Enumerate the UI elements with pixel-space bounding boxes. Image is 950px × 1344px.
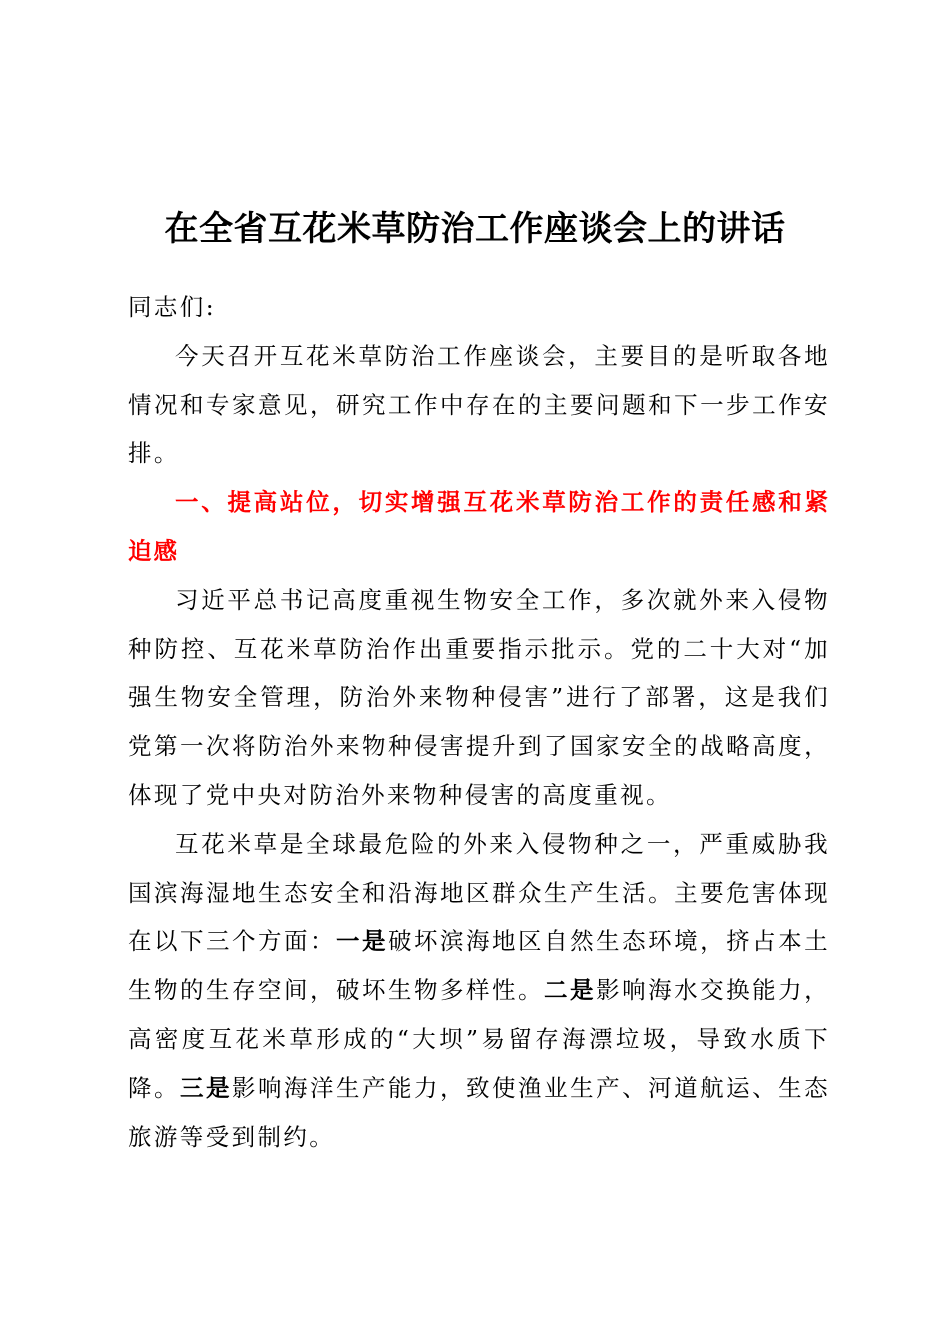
document-title: 在全省互花米草防治工作座谈会上的讲话 [164, 209, 786, 249]
point-2-label: 二是 [544, 976, 597, 1005]
point-1-label: 一是 [336, 927, 389, 956]
point-2-text: 影响海水交换能力，高密度互花米草形成的“大坝”易留存海漂垃圾，导致水质下降。 [128, 976, 830, 1102]
point-3-label: 三是 [180, 1073, 233, 1102]
point-1-text: 破坏滨海地区自然生态环境，挤占本土生物的生存空间，破坏生物多样性。 [128, 927, 830, 1005]
paragraph-3 [128, 820, 830, 1162]
section-1-heading: 一、提高站位，切实增强互花米草防治工作的责任感和紧迫感 [128, 488, 830, 565]
paragraph-2: 习近平总书记高度重视生物安全工作，多次就外来入侵物种防控、互花米草防治作出重要指示批示。党的二十大对“加强生物安全管理，防治外来物种侵害”进行了部署，这是我们党第一次将防治外来物种侵害提升到了国家安全的战略高度，体现了党中央对防治外来物种侵害的高度重视。 [128, 585, 830, 809]
salutation: 同志们: [128, 293, 217, 321]
document-body [128, 283, 830, 1161]
paragraph-3-lead: 互花米草是全球最危险的外来入侵物种之一，严重威胁我国滨海湿地生态安全和沿海地区群众生产生活。主要危害体现在以下三个方面： [128, 829, 830, 956]
intro-paragraph: 今天召开互花米草防治工作座谈会，主要目的是听取各地情况和专家意见，研究工作中存在的主要问题和下一步工作安排。 [128, 341, 830, 468]
point-3-text: 影响海洋生产能力，致使渔业生产、河道航运、生态旅游等受到制约。 [128, 1073, 830, 1151]
